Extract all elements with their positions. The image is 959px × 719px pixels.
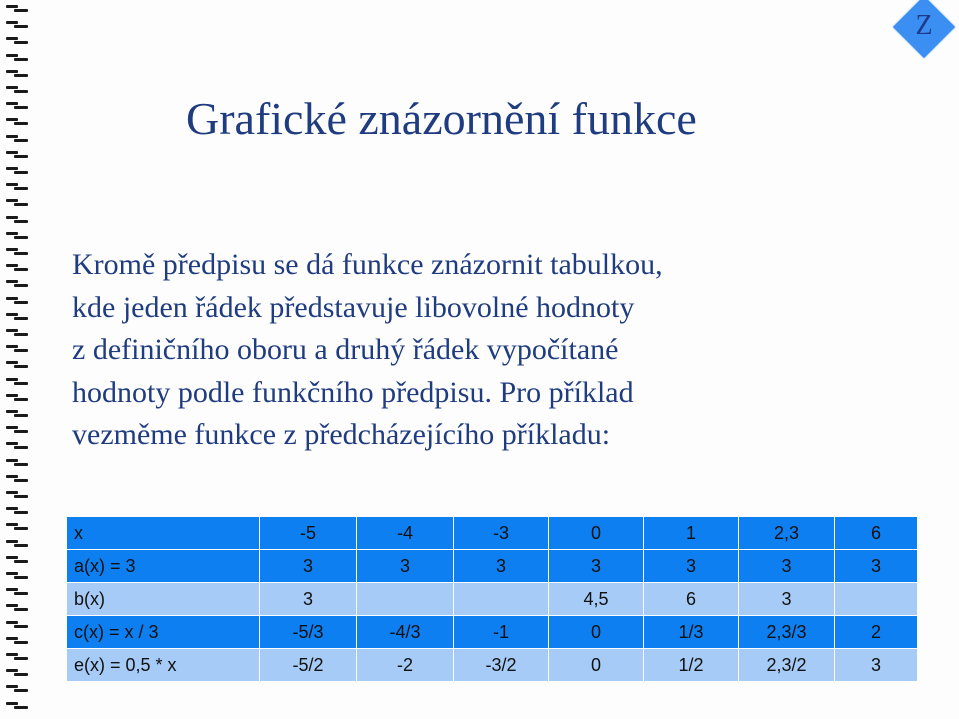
binding-ring-icon <box>6 53 28 64</box>
table-row <box>67 649 918 682</box>
binding-ring-icon <box>6 328 28 339</box>
table-row <box>67 616 918 649</box>
paragraph-line: Kromě předpisu se dá funkce znázornit tabulkou, <box>72 248 663 281</box>
table-cell: 3 <box>549 550 644 583</box>
table-cell: 2,3 <box>739 517 835 550</box>
binding-ring-icon <box>6 684 28 695</box>
binding-ring-icon <box>6 134 28 145</box>
table-cell: 2 <box>835 616 918 649</box>
binding-ring-icon <box>6 4 28 15</box>
binding-ring-icon <box>6 555 28 566</box>
diamond-badge-icon[interactable] <box>894 0 954 60</box>
table-cell: 3 <box>835 649 918 682</box>
binding-ring-icon <box>6 279 28 290</box>
binding-ring-icon <box>6 360 28 371</box>
binding-ring-icon <box>6 247 28 258</box>
table-cell: 4,5 <box>549 583 644 616</box>
binding-ring-icon <box>6 69 28 80</box>
table-cell: -1 <box>454 616 549 649</box>
table-cell: 3 <box>357 550 454 583</box>
table-cell: e(x) = 0,5 * x <box>67 649 260 682</box>
table-cell: 3 <box>739 583 835 616</box>
table-cell: 3 <box>739 550 835 583</box>
table-cell: 0 <box>549 649 644 682</box>
paragraph-line: z definičního oboru a druhý řádek vypočítané <box>72 333 619 366</box>
table-cell: b(x) <box>67 583 260 616</box>
binding-ring-icon <box>6 377 28 388</box>
binding-ring-icon <box>6 150 28 161</box>
table-cell: -3 <box>454 517 549 550</box>
binding-ring-icon <box>6 587 28 598</box>
binding-ring-icon <box>6 85 28 96</box>
table-cell: 0 <box>549 616 644 649</box>
table-cell: 2,3/2 <box>739 649 835 682</box>
table-cell <box>357 583 454 616</box>
binding-ring-icon <box>6 182 28 193</box>
binding-ring-icon <box>6 263 28 274</box>
binding-ring-icon <box>6 474 28 485</box>
binding-ring-icon <box>6 20 28 31</box>
table-cell: 3 <box>260 583 357 616</box>
table-cell: x <box>67 517 260 550</box>
binding-ring-icon <box>6 166 28 177</box>
intro-paragraph <box>72 244 832 457</box>
table-cell: 3 <box>454 550 549 583</box>
binding-ring-icon <box>6 409 28 420</box>
paragraph-line: hodnoty podle funkčního předpisu. Pro příklad <box>72 375 634 409</box>
binding-ring-icon <box>6 36 28 47</box>
binding-ring-icon <box>6 198 28 209</box>
binding-ring-icon <box>6 312 28 323</box>
binding-ring-icon <box>6 425 28 436</box>
table-cell: -5 <box>260 517 357 550</box>
binding-ring-icon <box>6 539 28 550</box>
spiral-binding-icon <box>0 0 34 719</box>
corner-letter: Z <box>915 10 933 41</box>
table-cell: -4 <box>357 517 454 550</box>
table-cell: 6 <box>644 583 739 616</box>
binding-ring-icon <box>6 603 28 614</box>
table-row <box>67 550 918 583</box>
table-cell: 1/3 <box>644 616 739 649</box>
table-cell: c(x) = x / 3 <box>67 616 260 649</box>
table-cell: -5/2 <box>260 649 357 682</box>
page-title: Grafické znázornění funkce <box>186 93 697 144</box>
table-cell: a(x) = 3 <box>67 550 260 583</box>
table-cell <box>835 583 918 616</box>
binding-ring-icon <box>6 215 28 226</box>
table-row <box>67 583 918 616</box>
table-cell: 1/2 <box>644 649 739 682</box>
table-row <box>67 517 918 550</box>
table-cell: 2,3/3 <box>739 616 835 649</box>
table-cell: 0 <box>549 517 644 550</box>
binding-ring-icon <box>6 231 28 242</box>
binding-ring-icon <box>6 636 28 647</box>
binding-ring-icon <box>6 571 28 582</box>
table-cell: 3 <box>835 550 918 583</box>
binding-ring-icon <box>6 117 28 128</box>
table-cell <box>454 583 549 616</box>
binding-ring-icon <box>6 490 28 501</box>
binding-ring-icon <box>6 701 28 712</box>
table-cell: -5/3 <box>260 616 357 649</box>
binding-ring-icon <box>6 101 28 112</box>
binding-ring-icon <box>6 522 28 533</box>
binding-ring-icon <box>6 296 28 307</box>
binding-ring-icon <box>6 652 28 663</box>
function-values-table <box>67 517 918 682</box>
table-cell: 3 <box>260 550 357 583</box>
binding-ring-icon <box>6 344 28 355</box>
table-cell: 1 <box>644 517 739 550</box>
binding-ring-icon <box>6 393 28 404</box>
binding-ring-icon <box>6 458 28 469</box>
binding-ring-icon <box>6 668 28 679</box>
table-cell: 3 <box>644 550 739 583</box>
table-cell: -4/3 <box>357 616 454 649</box>
binding-ring-icon <box>6 620 28 631</box>
binding-ring-icon <box>6 441 28 452</box>
binding-ring-icon <box>6 506 28 517</box>
paragraph-line: kde jeden řádek představuje libovolné hodnoty <box>72 290 635 324</box>
table-cell: -3/2 <box>454 649 549 682</box>
paragraph-line: vezměme funkce z předcházejícího příkladu: <box>72 418 611 451</box>
table-cell: -2 <box>357 649 454 682</box>
table-cell: 6 <box>835 517 918 550</box>
